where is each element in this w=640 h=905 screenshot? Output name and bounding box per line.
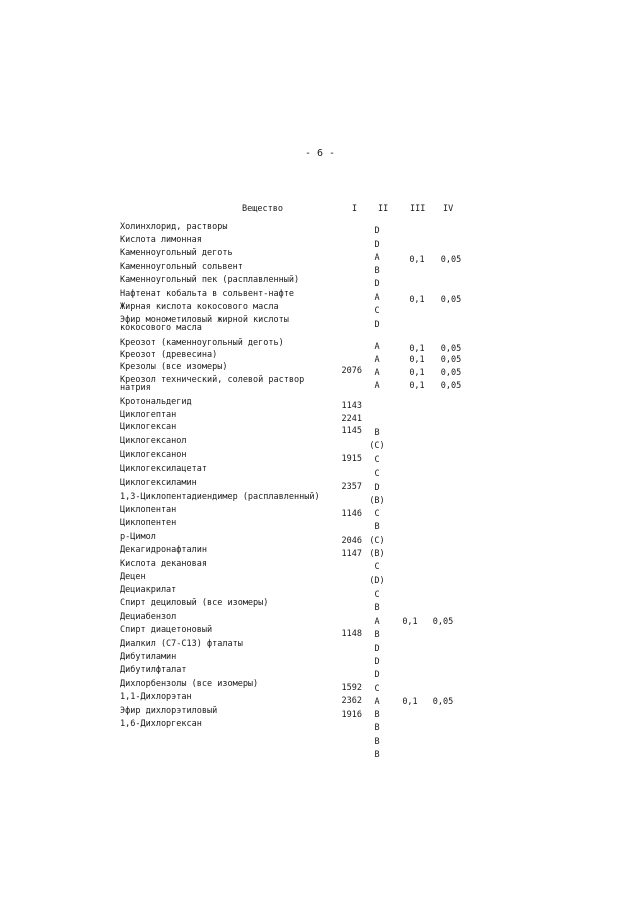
row-col3-value: 0,1 bbox=[409, 255, 425, 265]
header-substance: Вещество bbox=[242, 204, 283, 214]
row-substance-name: Креозот (каменноугольный деготь) bbox=[120, 338, 284, 348]
row-col2-value: (C) bbox=[369, 536, 385, 546]
row-col3-value: 0,1 bbox=[409, 381, 425, 391]
row-substance-name: Циклогексиламин bbox=[120, 478, 197, 488]
row-col4-value: 0,05 bbox=[432, 617, 454, 627]
row-col2-value: B bbox=[374, 723, 380, 733]
row-col2-value: C bbox=[374, 684, 380, 694]
row-col2-value: B bbox=[374, 737, 380, 747]
row-substance-name: Каменноугольный сольвент bbox=[120, 262, 243, 272]
row-substance-name: Дибутиламин bbox=[120, 652, 177, 662]
row-substance-name: Дециабензол bbox=[120, 612, 177, 622]
row-substance-name: 1,6-Дихлоргексан bbox=[120, 719, 202, 729]
row-col1-value: 1145 bbox=[341, 426, 362, 436]
row-substance-name: кокосового масла bbox=[120, 323, 202, 333]
row-substance-name: Декагидронафталин bbox=[120, 545, 207, 555]
row-col2-value: B bbox=[374, 630, 380, 640]
row-col2-value: A bbox=[374, 342, 380, 352]
row-substance-name: Кислота лимонная bbox=[120, 235, 202, 245]
header-col3: III bbox=[410, 204, 426, 214]
row-col2-value: C bbox=[374, 562, 380, 572]
row-substance-name: р-Цимол bbox=[120, 532, 156, 542]
row-col3-value: 0,1 bbox=[402, 617, 418, 627]
row-col1-value: 2357 bbox=[341, 482, 362, 492]
row-substance-name: Креозот (древесина) bbox=[120, 350, 218, 360]
row-col2-value: C bbox=[374, 590, 380, 600]
row-substance-name: Дециакрилат bbox=[120, 585, 177, 595]
row-substance-name: Эфир монометиловый жирной кислоты bbox=[120, 315, 289, 325]
row-col2-value: D bbox=[374, 644, 380, 654]
row-col2-value: (D) bbox=[369, 576, 385, 586]
row-substance-name: Кислота декановая bbox=[120, 559, 207, 569]
row-col2-value: D bbox=[374, 483, 380, 493]
row-substance-name: Спирт дециловый (все изомеры) bbox=[120, 598, 269, 608]
row-col2-value: B bbox=[374, 428, 380, 438]
row-col2-value: B bbox=[374, 750, 380, 760]
row-col2-value: A bbox=[374, 368, 380, 378]
row-col2-value: C bbox=[374, 469, 380, 479]
row-col2-value: D bbox=[374, 670, 380, 680]
row-col2-value: C bbox=[374, 455, 380, 465]
row-col3-value: 0,1 bbox=[409, 355, 425, 365]
header-col2: II bbox=[378, 204, 389, 214]
row-col1-value: 2076 bbox=[341, 366, 362, 376]
row-substance-name: Креозол технический, солевой раствор bbox=[120, 375, 305, 385]
row-col4-value: 0,05 bbox=[440, 295, 462, 305]
row-col1-value: 2046 bbox=[341, 536, 362, 546]
row-col2-value: A bbox=[374, 617, 380, 627]
row-substance-name: Циклопентен bbox=[120, 518, 177, 528]
row-col2-value: B bbox=[374, 710, 380, 720]
row-substance-name: Нафтенат кобальта в сольвент-нафте bbox=[120, 289, 294, 299]
row-col1-value: 1148 bbox=[341, 629, 362, 639]
row-col2-value: D bbox=[374, 279, 380, 289]
row-col2-value: (C) bbox=[369, 441, 385, 451]
row-substance-name: натрия bbox=[120, 383, 151, 393]
row-col2-value: A bbox=[374, 253, 380, 263]
row-substance-name: Циклогексилацетат bbox=[120, 464, 207, 474]
row-col2-value: D bbox=[374, 320, 380, 330]
row-substance-name: Дихлорбензолы (все изомеры) bbox=[120, 679, 259, 689]
row-substance-name: 1,3-Циклопентадиендимер (расплавленный) bbox=[120, 492, 320, 502]
row-col4-value: 0,05 bbox=[432, 697, 454, 707]
row-col1-value: 2241 bbox=[341, 414, 362, 424]
row-col1-value: 1146 bbox=[341, 509, 362, 519]
row-col2-value: C bbox=[374, 306, 380, 316]
row-col4-value: 0,05 bbox=[440, 355, 462, 365]
row-col2-value: B bbox=[374, 522, 380, 532]
row-substance-name: Эфир дихлорэтиловый bbox=[120, 706, 218, 716]
row-col3-value: 0,1 bbox=[409, 368, 425, 378]
row-col4-value: 0,05 bbox=[440, 255, 462, 265]
row-col2-value: B bbox=[374, 266, 380, 276]
row-col3-value: 0,1 bbox=[409, 344, 425, 354]
row-col1-value: 2362 bbox=[341, 696, 362, 706]
row-col2-value: D bbox=[374, 226, 380, 236]
row-substance-name: Диалкил (C7-C13) фталаты bbox=[120, 639, 243, 649]
row-substance-name: Дибутилфталат bbox=[120, 665, 187, 675]
row-col1-value: 1592 bbox=[341, 683, 362, 693]
row-substance-name: Крезолы (все изомеры) bbox=[120, 362, 228, 372]
row-substance-name: Децен bbox=[120, 572, 146, 582]
row-substance-name: Спирт диацетоновый bbox=[120, 625, 213, 635]
row-col2-value: (B) bbox=[369, 549, 385, 559]
row-col1-value: 1916 bbox=[341, 710, 362, 720]
row-col2-value: (B) bbox=[369, 496, 385, 506]
row-substance-name: Каменноугольный деготь bbox=[120, 248, 233, 258]
page-number: - 6 - bbox=[304, 148, 336, 159]
row-substance-name: Каменноугольный пек (расплавленный) bbox=[120, 275, 300, 285]
header-col4: IV bbox=[443, 204, 454, 214]
row-col1-value: 1915 bbox=[341, 454, 362, 464]
row-substance-name: Циклогексанон bbox=[120, 450, 187, 460]
row-col4-value: 0,05 bbox=[440, 344, 462, 354]
row-substance-name: 1,1-Дихлорэтан bbox=[120, 692, 192, 702]
row-substance-name: Циклогексан bbox=[120, 422, 177, 432]
row-substance-name: Кротональдегид bbox=[120, 397, 192, 407]
row-col2-value: A bbox=[374, 381, 380, 391]
row-substance-name: Жирная кислота кокосового масла bbox=[120, 302, 279, 312]
row-col2-value: C bbox=[374, 509, 380, 519]
row-col2-value: D bbox=[374, 240, 380, 250]
row-col3-value: 0,1 bbox=[409, 295, 425, 305]
row-col4-value: 0,05 bbox=[440, 368, 462, 378]
row-substance-name: Циклогептан bbox=[120, 410, 177, 420]
row-col1-value: 1143 bbox=[341, 401, 362, 411]
row-col2-value: B bbox=[374, 603, 380, 613]
row-substance-name: Холинхлорид, растворы bbox=[120, 222, 228, 232]
row-col2-value: A bbox=[374, 697, 380, 707]
row-col3-value: 0,1 bbox=[402, 697, 418, 707]
row-col4-value: 0,05 bbox=[440, 381, 462, 391]
row-col2-value: D bbox=[374, 657, 380, 667]
row-col2-value: A bbox=[374, 293, 380, 303]
row-substance-name: Циклопентан bbox=[120, 505, 177, 515]
row-col1-value: 1147 bbox=[341, 549, 362, 559]
header-col1: I bbox=[352, 204, 358, 214]
row-col2-value: A bbox=[374, 355, 380, 365]
row-substance-name: Циклогексанол bbox=[120, 436, 187, 446]
